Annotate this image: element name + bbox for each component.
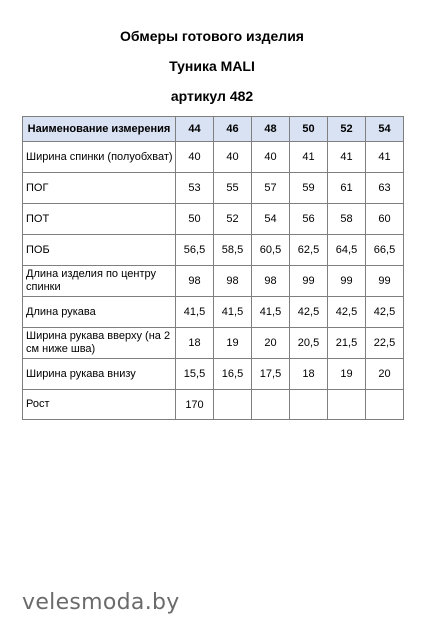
table-row <box>23 173 404 204</box>
column-header-size: 46 <box>214 117 252 142</box>
measurement-value <box>290 390 328 420</box>
measurement-value: 18 <box>176 328 214 359</box>
table-row <box>23 359 404 390</box>
measurement-value: 19 <box>214 328 252 359</box>
measurement-value: 59 <box>290 173 328 204</box>
measurement-value: 20,5 <box>290 328 328 359</box>
measurement-value: 170 <box>176 390 214 420</box>
table-row <box>23 142 404 173</box>
measurement-value: 18 <box>290 359 328 390</box>
table-row <box>23 266 404 297</box>
measurement-value <box>366 390 404 420</box>
measurement-value: 42,5 <box>366 297 404 328</box>
measurement-label: ПОТ <box>23 204 176 235</box>
measurement-label: Ширина рукава вверху (на 2 см ниже шва) <box>23 328 176 359</box>
measurement-value: 41,5 <box>176 297 214 328</box>
measurement-value: 56 <box>290 204 328 235</box>
measurement-value: 98 <box>252 266 290 297</box>
measurement-value: 41 <box>290 142 328 173</box>
measurement-value: 40 <box>214 142 252 173</box>
measurement-label: Длина изделия по центру спинки <box>23 266 176 297</box>
measurement-value: 98 <box>176 266 214 297</box>
table-header-row <box>23 117 404 142</box>
measurement-value: 66,5 <box>366 235 404 266</box>
product-name: Туника MALI <box>169 58 255 74</box>
measurement-value: 53 <box>176 173 214 204</box>
measurement-value <box>328 390 366 420</box>
measurement-label: Длина рукава <box>23 297 176 328</box>
measurement-value: 99 <box>366 266 404 297</box>
measurement-value: 41,5 <box>214 297 252 328</box>
column-header-size: 52 <box>328 117 366 142</box>
measurement-value: 42,5 <box>290 297 328 328</box>
measurement-value: 20 <box>366 359 404 390</box>
measurement-value <box>252 390 290 420</box>
measurement-value: 42,5 <box>328 297 366 328</box>
table-row <box>23 328 404 359</box>
measurement-label: ПОГ <box>23 173 176 204</box>
measurement-value: 40 <box>176 142 214 173</box>
measurement-label: Ширина рукава внизу <box>23 359 176 390</box>
measurement-value: 22,5 <box>366 328 404 359</box>
measurement-value: 41,5 <box>252 297 290 328</box>
measurement-value: 58,5 <box>214 235 252 266</box>
measurement-value: 40 <box>252 142 290 173</box>
column-header-size: 48 <box>252 117 290 142</box>
measurement-value: 54 <box>252 204 290 235</box>
measurement-value: 98 <box>214 266 252 297</box>
measurement-value: 57 <box>252 173 290 204</box>
measurement-value: 58 <box>328 204 366 235</box>
measurement-value: 99 <box>290 266 328 297</box>
measurement-value: 20 <box>252 328 290 359</box>
measurement-value: 41 <box>366 142 404 173</box>
table-row <box>23 297 404 328</box>
table-row <box>23 204 404 235</box>
measurement-value: 99 <box>328 266 366 297</box>
measurement-value: 52 <box>214 204 252 235</box>
measurement-value: 15,5 <box>176 359 214 390</box>
measurement-label: Рост <box>23 390 176 420</box>
measurement-value: 62,5 <box>290 235 328 266</box>
column-header-name: Наименование измерения <box>23 117 176 142</box>
measurement-value: 21,5 <box>328 328 366 359</box>
measurement-label: Ширина спинки (полуобхват) <box>23 142 176 173</box>
table-row <box>23 390 404 420</box>
measurement-value: 17,5 <box>252 359 290 390</box>
measurement-value: 56,5 <box>176 235 214 266</box>
measurement-value: 63 <box>366 173 404 204</box>
column-header-size: 50 <box>290 117 328 142</box>
column-header-size: 44 <box>176 117 214 142</box>
measurement-value: 55 <box>214 173 252 204</box>
measurement-label: ПОБ <box>23 235 176 266</box>
article-number: артикул 482 <box>170 88 254 104</box>
table-row <box>23 235 404 266</box>
measurement-value: 19 <box>328 359 366 390</box>
measurement-value: 41 <box>328 142 366 173</box>
measurement-value: 60,5 <box>252 235 290 266</box>
measurements-table <box>22 116 404 420</box>
document-title: Обмеры готового изделия <box>120 28 304 44</box>
site-watermark: velesmoda.by <box>22 590 180 615</box>
measurement-value: 50 <box>176 204 214 235</box>
measurement-value: 60 <box>366 204 404 235</box>
measurement-value: 61 <box>328 173 366 204</box>
measurement-value: 16,5 <box>214 359 252 390</box>
column-header-size: 54 <box>366 117 404 142</box>
measurement-value <box>214 390 252 420</box>
measurement-value: 64,5 <box>328 235 366 266</box>
